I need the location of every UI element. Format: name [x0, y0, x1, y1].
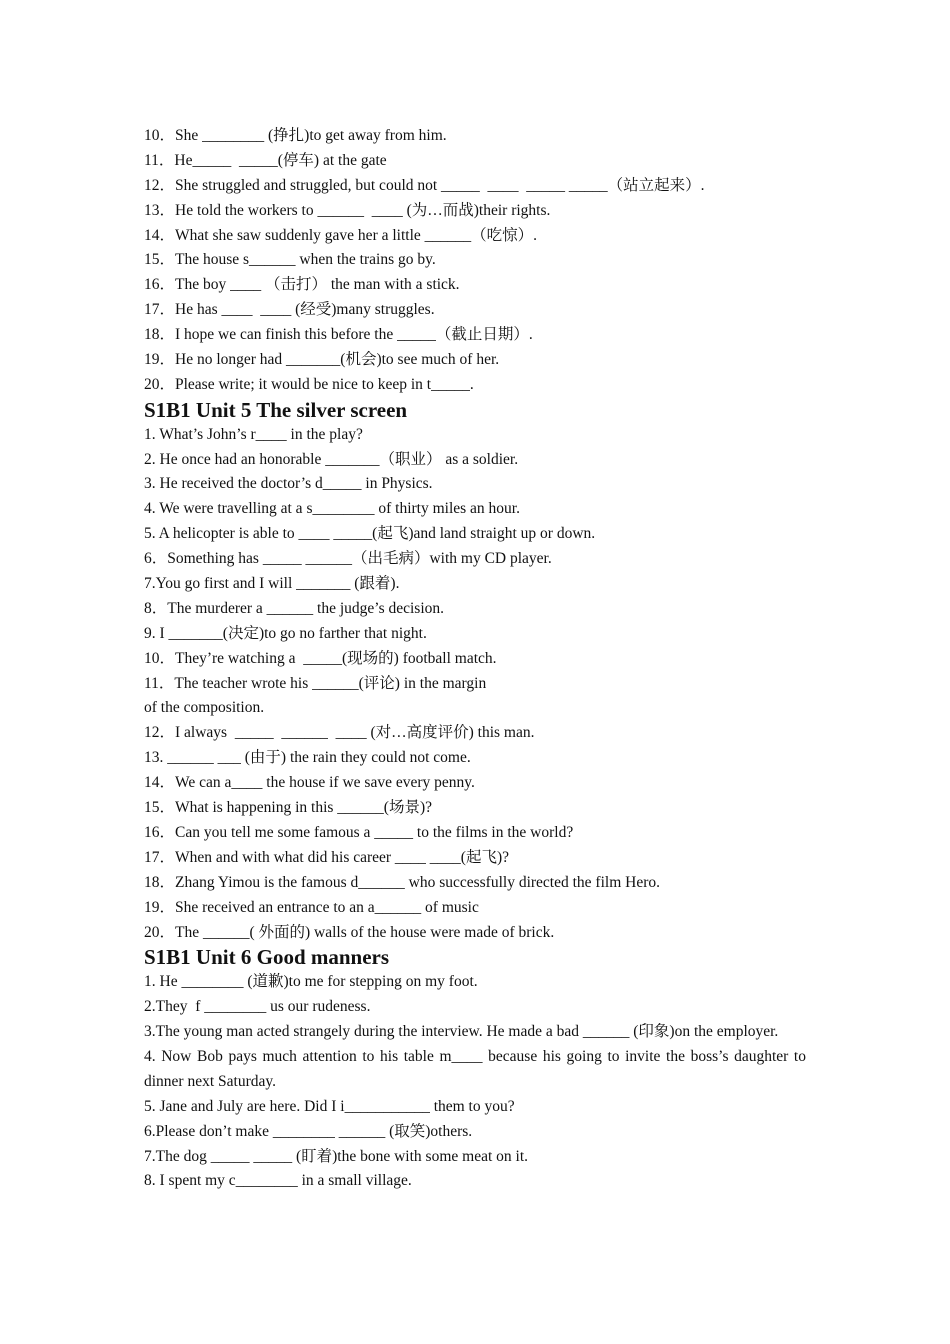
exercise-item: 6．Something has _____ ______（出毛病）with my CD player.	[144, 550, 552, 568]
exercise-item: 4. We were travelling at a s________ of thirty miles an hour.	[144, 500, 520, 518]
exercise-list-unit5	[144, 423, 806, 946]
exercise-item: 3. He received the doctor’s d_____ in Physics.	[144, 475, 433, 493]
exercise-item: 10．She ________ (挣扎)to get away from him.	[144, 127, 447, 144]
exercise-item: 13．He told the workers to ______ ____ (为…而战)their rights.	[144, 201, 551, 219]
exercise-item: 11．The teacher wrote his ______(评论) in the margin	[144, 674, 487, 692]
exercise-item: 1. What’s John’s r____ in the play?	[144, 425, 363, 443]
exercise-item: 7.You go first and I will _______ (跟着).	[144, 575, 400, 593]
exercise-item: 18．Zhang Yimou is the famous d______ who successfully directed the film Hero.	[144, 873, 660, 891]
unit6-heading: S1B1 Unit 6 Good manners	[144, 945, 390, 970]
exercise-item: 2. He once had an honorable _______（职业） as a soldier.	[144, 450, 519, 468]
exercise-item: 2.They f ________ us our rudeness.	[144, 998, 371, 1016]
exercise-item-continuation: of the composition.	[144, 699, 265, 717]
exercise-item: 13. ______ ___ (由于) the rain they could not come.	[144, 749, 471, 767]
exercise-item: 11．He_____ _____(停车) at the gate	[144, 151, 387, 169]
exercise-item: 8．The murderer a ______ the judge’s decision.	[144, 599, 445, 617]
exercise-item: 12．I always _____ ______ ____ (对…高度评价) this man.	[144, 724, 535, 742]
exercise-item: 20．Please write; it would be nice to keep in t_____.	[144, 375, 474, 393]
exercise-item: 16．The boy ____ （击打） the man with a stick.	[144, 276, 460, 294]
exercise-item: 12．She struggled and struggled, but could not _____ ____ _____ _____（站立起来）.	[144, 176, 705, 194]
exercise-list-unit6	[144, 970, 806, 1194]
exercise-item: 19．She received an entrance to an a______ of music	[144, 898, 479, 916]
exercise-item: 18．I hope we can finish this before the _____（截止日期）.	[144, 326, 533, 344]
exercise-item: 1. He ________ (道歉)to me for stepping on my foot.	[144, 973, 478, 991]
exercise-list-previous	[144, 124, 806, 398]
exercise-item: 3.The young man acted strangely during the interview. He made a bad ______ (印象)on the employer.	[144, 1023, 779, 1041]
exercise-item: 4. Now Bob pays much attention to his table m____ because his going to invite the boss’s daughter to dinner next Saturday.	[144, 1047, 806, 1090]
exercise-item: 5. Jane and July are here. Did I i___________ them to you?	[144, 1097, 515, 1115]
exercise-item: 7.The dog _____ _____ (盯着)the bone with some meat on it.	[144, 1147, 528, 1165]
exercise-item: 10．They’re watching a _____(现场的) football match.	[144, 649, 497, 667]
exercise-item: 14．What she saw suddenly gave her a little ______（吃惊）.	[144, 226, 538, 244]
exercise-item: 15．The house s______ when the trains go by.	[144, 251, 436, 269]
exercise-item: 14．We can a____ the house if we save every penny.	[144, 774, 475, 792]
exercise-item: 15．What is happening in this ______(场景)?	[144, 799, 432, 817]
unit5-heading: S1B1 Unit 5 The silver screen	[144, 397, 408, 422]
exercise-item: 9. I _______(决定)to go no farther that night.	[144, 624, 427, 642]
exercise-item: 17．When and with what did his career ____ ____(起飞)?	[144, 848, 510, 866]
document-page	[144, 124, 806, 1194]
exercise-item: 8. I spent my c________ in a small village.	[144, 1172, 412, 1190]
exercise-item: 5. A helicopter is able to ____ _____(起飞)and land straight up or down.	[144, 525, 596, 543]
exercise-item: 6.Please don’t make ________ ______ (取笑)others.	[144, 1122, 473, 1140]
exercise-item: 20．The ______( 外面的) walls of the house were made of brick.	[144, 923, 555, 941]
exercise-item: 17．He has ____ ____ (经受)many struggles.	[144, 301, 435, 319]
exercise-item: 16．Can you tell me some famous a _____ to the films in the world?	[144, 823, 574, 841]
exercise-item: 19．He no longer had _______(机会)to see much of her.	[144, 351, 500, 369]
